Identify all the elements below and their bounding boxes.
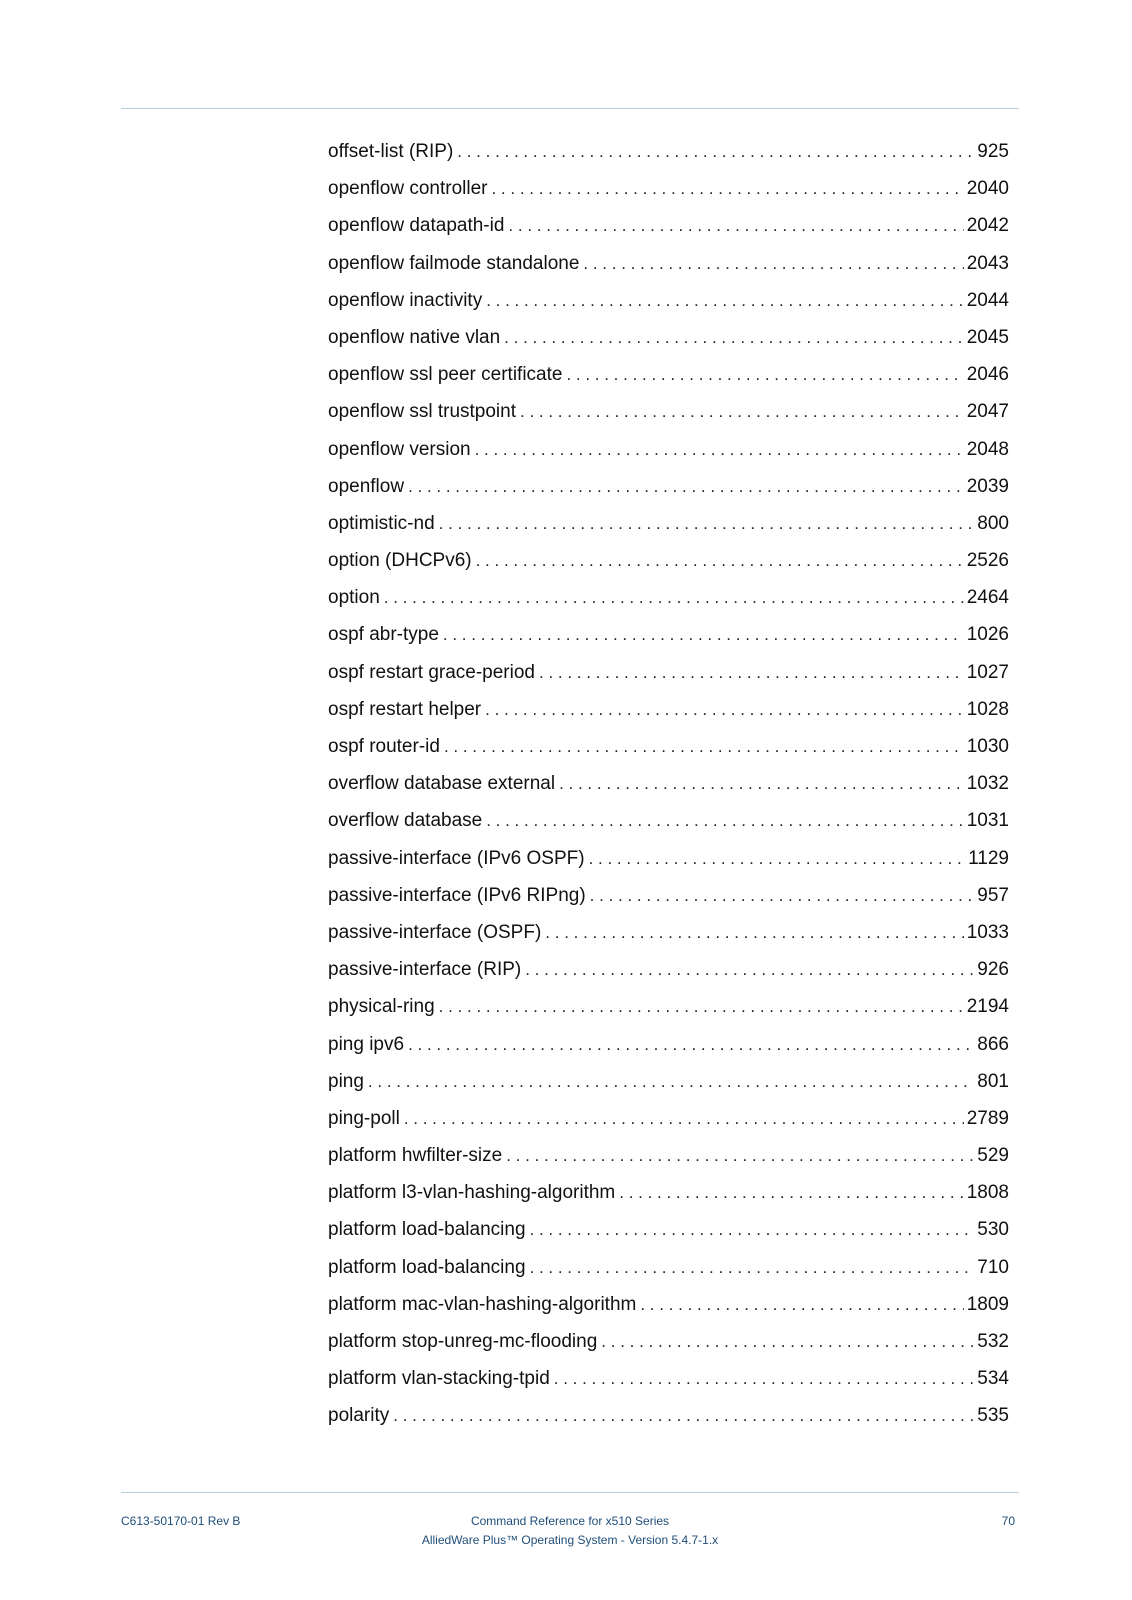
index-entry: [328, 616, 1009, 653]
index-entry-term: ping: [328, 1070, 364, 1092]
index-entry-term: openflow native vlan: [328, 326, 501, 348]
dot-leader: [486, 802, 964, 839]
index-entry-term: ospf restart grace-period: [328, 661, 535, 683]
index-entry: [328, 914, 1009, 951]
footer-title: [121, 1512, 1019, 1550]
index-entry: [328, 1174, 1009, 1211]
index-entry-term: platform load-balancing: [328, 1219, 526, 1241]
dot-leader: [601, 1323, 974, 1360]
dot-leader: [408, 468, 964, 505]
dot-leader: [640, 1286, 963, 1323]
index-entry-page: 535: [977, 1405, 1009, 1427]
index-entry-page: 926: [977, 959, 1009, 981]
index-entry-page: 800: [977, 512, 1009, 534]
index-entry-page: 710: [977, 1256, 1009, 1278]
index-entry-term: platform l3-vlan-hashing-algorithm: [328, 1182, 616, 1204]
index-entry-term: passive-interface (IPv6 OSPF): [328, 847, 585, 869]
index-entry: [328, 1100, 1009, 1137]
index-entry: [328, 1360, 1009, 1397]
index-entry-page: 2042: [966, 215, 1009, 237]
index-entry: [328, 1249, 1009, 1286]
dot-leader: [566, 356, 963, 393]
index-entry-page: 2043: [966, 252, 1009, 274]
index-entry-page: 534: [977, 1368, 1009, 1390]
index-entry-term: openflow failmode standalone: [328, 252, 580, 274]
index-entry-page: 957: [977, 884, 1009, 906]
index-entry: [328, 1397, 1009, 1434]
index-entry-term: openflow datapath-id: [328, 215, 505, 237]
index-entry: [328, 1286, 1009, 1323]
index-entry-page: 2526: [966, 550, 1009, 572]
index-entry-page: 1809: [966, 1293, 1009, 1315]
dot-leader: [520, 393, 964, 430]
dot-leader: [404, 1100, 964, 1137]
index-entry-page: 532: [977, 1331, 1009, 1352]
index-entry-term: ospf abr-type: [328, 624, 439, 646]
index-entry: [328, 468, 1009, 505]
index-entry: [328, 877, 1009, 914]
dot-leader: [444, 728, 964, 765]
index-entry-term: openflow version: [328, 438, 471, 460]
index-entry-page: 1031: [966, 810, 1009, 832]
index-entry: [328, 988, 1009, 1025]
index-entry-term: polarity: [328, 1405, 390, 1427]
dot-leader: [583, 245, 963, 282]
index-entry-page: 529: [977, 1145, 1009, 1167]
index-entry-page: 1808: [966, 1182, 1009, 1204]
index-entry-term: ping ipv6: [328, 1033, 405, 1055]
dot-leader: [539, 654, 964, 691]
index-entry-term: overflow database: [328, 810, 483, 832]
footer-rule: [121, 1492, 1019, 1493]
index-entry: [328, 393, 1009, 430]
index-entry: [328, 505, 1009, 542]
index-entry: [328, 579, 1009, 616]
index-entry-term: ospf restart helper: [328, 698, 482, 720]
index-entry-page: 1027: [966, 661, 1009, 683]
header-rule: [121, 108, 1019, 109]
index-entry-term: physical-ring: [328, 996, 435, 1018]
dot-leader: [530, 1249, 975, 1286]
index-entry: [328, 282, 1009, 319]
dot-leader: [443, 616, 964, 653]
index-entry-page: 1030: [966, 736, 1009, 757]
index-entry-page: 1129: [968, 847, 1009, 869]
dot-leader: [486, 282, 964, 319]
index-entry-page: 2040: [966, 178, 1009, 200]
dot-leader: [545, 914, 963, 951]
index-entry: [328, 319, 1009, 356]
index-entry-page: 2039: [966, 475, 1009, 497]
dot-leader: [368, 1063, 974, 1100]
index-entry-page: 2194: [966, 996, 1009, 1018]
dot-leader: [439, 505, 975, 542]
index-entry: [328, 542, 1009, 579]
index-entry: [328, 356, 1009, 393]
dot-leader: [476, 542, 964, 579]
dot-leader: [554, 1360, 975, 1397]
index-entry-term: passive-interface (IPv6 RIPng): [328, 884, 586, 906]
dot-leader: [384, 579, 964, 616]
dot-leader: [508, 207, 963, 244]
index-entry: [328, 691, 1009, 728]
index-entry: [328, 245, 1009, 282]
index-entry-term: option: [328, 587, 380, 609]
index-entry-page: 1032: [966, 773, 1009, 795]
index-entry-term: platform mac-vlan-hashing-algorithm: [328, 1293, 637, 1315]
index-entry: [328, 765, 1009, 802]
index-entry-term: overflow database external: [328, 773, 556, 795]
index-entry-term: openflow inactivity: [328, 289, 483, 311]
dot-leader: [393, 1397, 974, 1434]
index-entry-page: 1033: [966, 921, 1009, 943]
dot-leader: [504, 319, 964, 356]
index-entry-term: platform load-balancing: [328, 1256, 526, 1278]
index-entry-term: passive-interface (OSPF): [328, 921, 542, 943]
index-entry: [328, 1211, 1009, 1248]
index-entry-page: 2789: [966, 1107, 1009, 1129]
index-entry-term: ospf router-id: [328, 736, 440, 757]
index-entry: [328, 133, 1009, 170]
index-entry-term: openflow controller: [328, 178, 488, 200]
dot-leader: [506, 1137, 974, 1174]
index-entry-page: 2464: [966, 587, 1009, 609]
index-entry: [328, 1137, 1009, 1174]
dot-leader: [525, 951, 974, 988]
index-entry-page: 530: [977, 1219, 1009, 1241]
dot-leader: [590, 877, 975, 914]
footer-title-line-2: AlliedWare Plus™ Operating System - Version 5.4.7-1.x: [421, 1533, 719, 1547]
index-entry: [328, 207, 1009, 244]
footer-doc-id: C613-50170-01 Rev B: [121, 1514, 241, 1528]
index-entry-term: offset-list (RIP): [328, 141, 454, 162]
index-entry-page: 866: [977, 1033, 1009, 1055]
index-entry: [328, 431, 1009, 468]
dot-leader: [408, 1026, 974, 1063]
dot-leader: [485, 691, 964, 728]
index-entry: [328, 1026, 1009, 1063]
index-entry: [328, 1323, 1009, 1360]
index-entry-page: 1026: [966, 624, 1009, 646]
dot-leader: [491, 170, 963, 207]
index-entry-page: 925: [977, 141, 1009, 162]
footer-page-number: 70: [1001, 1514, 1015, 1528]
dot-leader: [475, 431, 964, 468]
index-entry-page: 2048: [966, 438, 1009, 460]
footer-title-line-1: Command Reference for x510 Series: [470, 1514, 670, 1528]
dot-leader: [530, 1211, 975, 1248]
index-entry-page: 2044: [966, 289, 1009, 311]
index-entry-page: 2047: [966, 401, 1009, 423]
index-entry: [328, 840, 1009, 877]
dot-leader: [439, 988, 964, 1025]
index-entry-term: openflow ssl peer certificate: [328, 364, 563, 386]
index-entry-term: optimistic-nd: [328, 512, 435, 534]
index-entry-page: 801: [977, 1070, 1009, 1092]
index-entry-term: passive-interface (RIP): [328, 959, 522, 981]
index-entry-term: ping-poll: [328, 1107, 400, 1129]
index-entry: [328, 654, 1009, 691]
index-entry-term: openflow ssl trustpoint: [328, 401, 516, 423]
index-entry-term: platform hwfilter-size: [328, 1145, 503, 1167]
index-entry: [328, 170, 1009, 207]
index-entry: [328, 951, 1009, 988]
dot-leader: [559, 765, 964, 802]
index-entry-term: option (DHCPv6): [328, 550, 472, 572]
index-entry-page: 2045: [966, 326, 1009, 348]
index-entry-page: 1028: [966, 698, 1009, 720]
index-entry-term: platform vlan-stacking-tpid: [328, 1368, 550, 1390]
dot-leader: [589, 840, 966, 877]
index-entry-term: openflow: [328, 475, 405, 497]
index-entry: [328, 728, 1009, 765]
index-entry: [328, 1063, 1009, 1100]
index-entry-term: platform stop-unreg-mc-flooding: [328, 1331, 598, 1352]
dot-leader: [457, 133, 974, 170]
dot-leader: [619, 1174, 963, 1211]
index-entry: [328, 802, 1009, 839]
index-list: [328, 133, 1009, 1435]
index-entry-page: 2046: [966, 364, 1009, 386]
